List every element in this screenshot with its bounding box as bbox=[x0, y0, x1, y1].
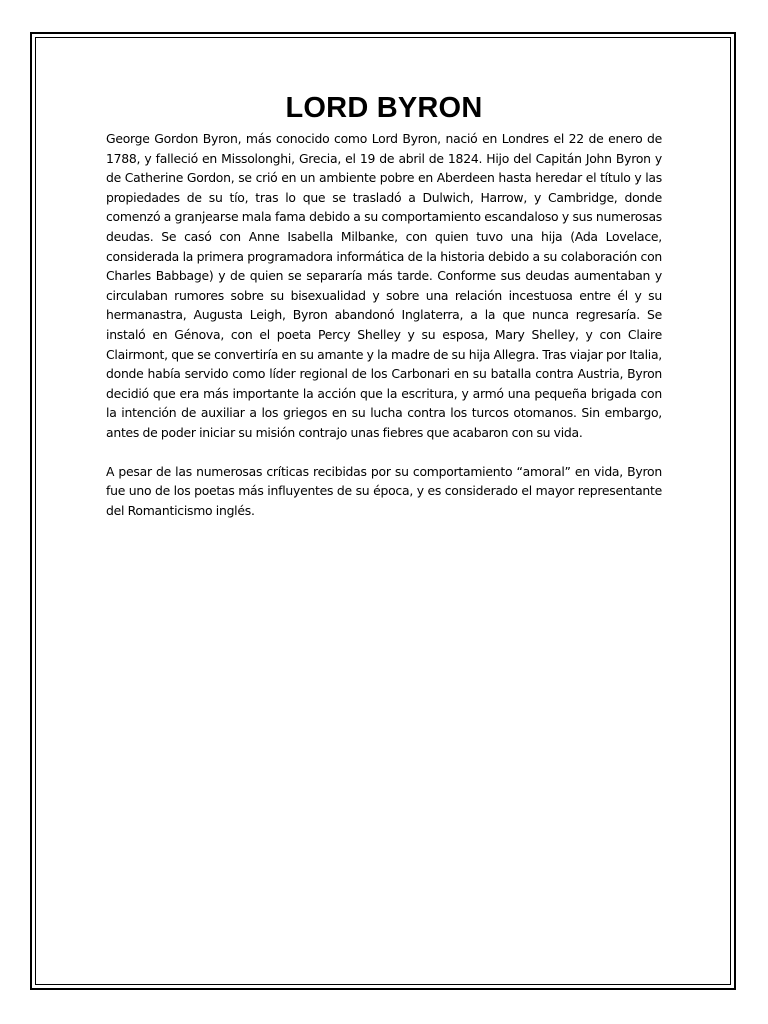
page-title: LORD BYRON bbox=[285, 92, 483, 124]
paragraph-legacy: A pesar de las numerosas críticas recibidas por su comportamiento “amoral” en vida, Byron fue uno de los poetas más influyentes de su época, y es considerado el mayor representante del Romanticismo inglés. bbox=[106, 463, 662, 518]
document-body bbox=[106, 92, 662, 520]
paragraph-biography: George Gordon Byron, más conocido como Lord Byron, nació en Londres el 22 de enero de 1788, y falleció en Missolonghi, Grecia, el 19 de abril de 1824. Hijo del Capitán John Byron y de Catherine Gordon, se crió en un ambiente pobre en Aberdeen hasta heredar el título y las propiedades de su tío, tras lo que se trasladó a Dulwich, Harrow, y Cambridge, donde comenzó a granjearse mala fama debido a su comportamiento escandaloso y sus numerosas deudas. Se casó con Anne Isabella Milbanke, con quien tuvo una hija (Ada Lovelace, considerada la primera programadora informática de la historia debido a su colaboración con Charles Babbage) y de quien se separaría más tarde. Conforme sus deudas aumentaban y circulaban rumores sobre su bisexualidad y sobre una relación incestuosa entre él y su hermanastra, Augusta Leigh, Byron abandonó Inglaterra, a la que nunca regresaría. Se instaló en Génova, con el poeta Percy Shelley y su esposa, Mary Shelley, y con Claire Clairmont, que se convertiría en su amante y la madre de su hija Allegra. Tras viajar por Italia, donde había servido como líder regional de los Carbonari en su batalla contra Austria, Byron decidió que era más importante la acción que la escritura, y armó una pequeña brigada con la intención de auxiliar a los griegos en su lucha contra los turcos otomanos. Sin embargo, antes de poder iniciar su misión contrajo unas fiebres que acabaron con su vida. bbox=[106, 131, 662, 440]
